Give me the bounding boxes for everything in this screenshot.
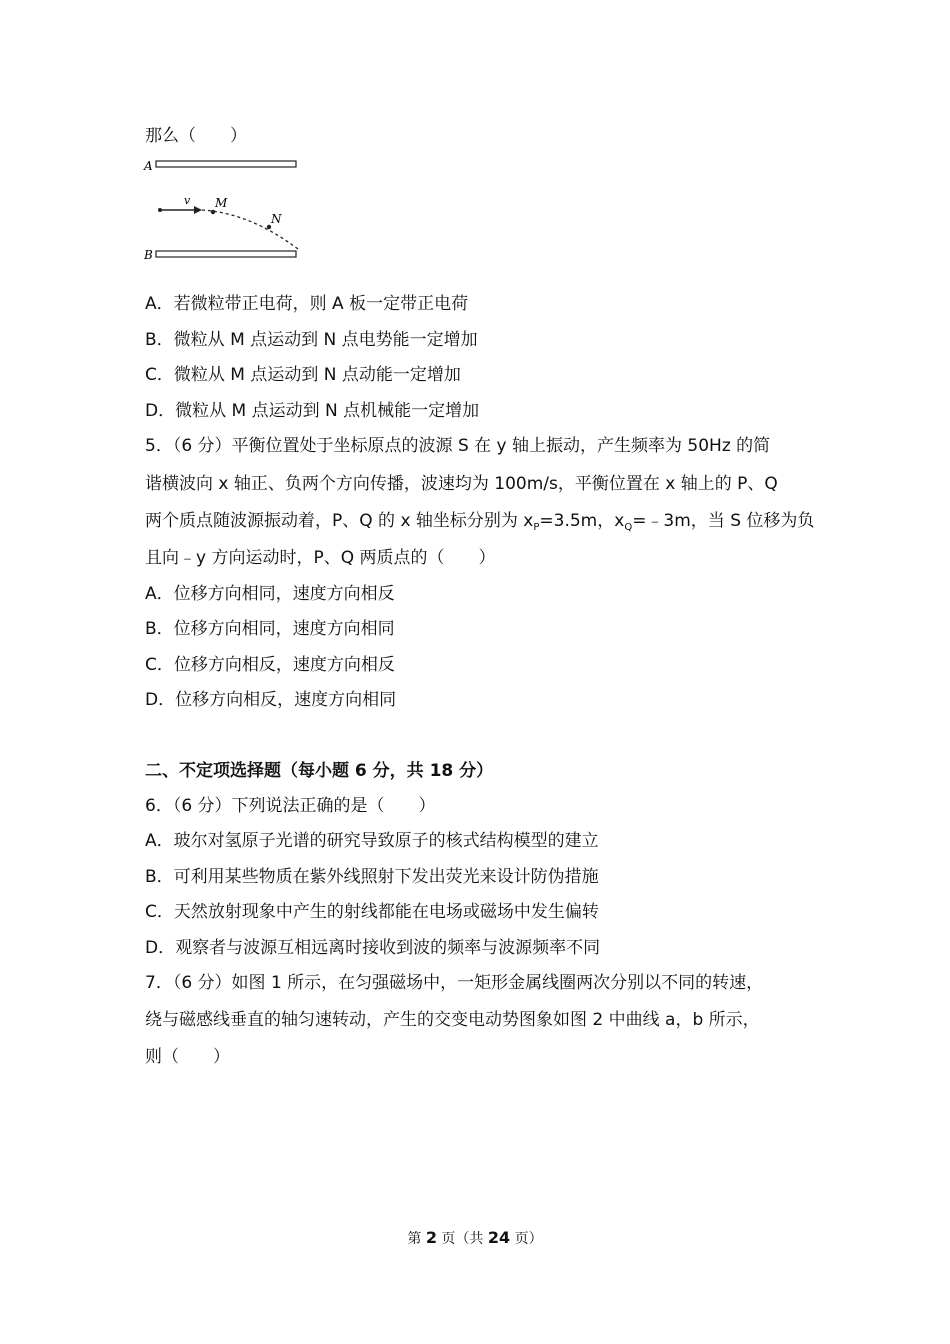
section-2-heading: 二、不定项选择题（每小题 6 分，共 18 分）	[145, 761, 494, 781]
subscript-p: P	[533, 522, 540, 533]
q5-line3-part-c: =﹣3m，当 S 位移为负	[632, 511, 815, 531]
footer-total-pages: 24	[487, 1228, 511, 1247]
q5-stem-line-2: 谐横波向 x 轴正、负两个方向传播，波速均为 100m/s，平衡位置在 x 轴上的 P、Q	[145, 474, 778, 494]
q5-option-c: C．位移方向相反，速度方向相反	[145, 655, 395, 675]
footer-middle: 页（共	[436, 1231, 488, 1247]
q4-option-b: B．微粒从 M 点运动到 N 点电势能一定增加	[145, 330, 478, 350]
q5-option-a: A．位移方向相同，速度方向相反	[145, 584, 395, 604]
point-m	[211, 210, 215, 214]
q7-stem-line-3: 则（ ）	[145, 1047, 230, 1067]
q7-stem-line-1: 7．（6 分）如图 1 所示，在匀强磁场中，一矩形金属线圈两次分别以不同的转速，	[145, 973, 764, 993]
q6-stem: 6．（6 分）下列说法正确的是（ ）	[145, 796, 436, 816]
q6-option-a: A．玻尔对氢原子光谱的研究导致原子的核式结构模型的建立	[145, 831, 599, 851]
q4-option-c: C．微粒从 M 点运动到 N 点动能一定增加	[145, 365, 461, 385]
q5-option-d: D．位移方向相反，速度方向相同	[145, 690, 397, 710]
q7-stem-line-2: 绕与磁感线垂直的轴匀速转动，产生的交变电动势图象如图 2 中曲线 a，b 所示，	[145, 1010, 760, 1030]
q6-option-c: C．天然放射现象中产生的射线都能在电场或磁场中发生偏转	[145, 902, 599, 922]
point-n-label: N	[271, 212, 282, 226]
trajectory-curve	[202, 210, 298, 249]
q5-stem-line-3	[145, 509, 814, 536]
plate-b-label: B	[144, 248, 153, 262]
question-intro: 那么（ ）	[145, 126, 247, 146]
footer-suffix: 页）	[510, 1231, 543, 1247]
q5-line3-part-a: 两个质点随波源振动着，P、Q 的 x 轴坐标分别为 x	[145, 511, 534, 531]
capacitor-figure	[140, 155, 310, 267]
q4-option-a: A．若微粒带正电荷，则 A 板一定带正电荷	[145, 294, 469, 314]
q5-stem-line-4: 且向﹣y 方向运动时，P、Q 两质点的（ ）	[145, 548, 496, 568]
q5-option-b: B．位移方向相同，速度方向相同	[145, 619, 395, 639]
plate-a-label: A	[144, 159, 153, 173]
footer-prefix: 第	[407, 1231, 426, 1247]
q6-option-b: B．可利用某些物质在紫外线照射下发出荧光来设计防伪措施	[145, 867, 599, 887]
velocity-arrowhead	[194, 206, 202, 214]
q5-stem-line-1: 5．（6 分）平衡位置处于坐标原点的波源 S 在 y 轴上振动，产生频率为 50Hz 的简	[145, 436, 771, 456]
velocity-label: v	[184, 194, 191, 207]
point-m-label: M	[215, 196, 228, 210]
footer-page-number: 2	[425, 1228, 437, 1247]
subscript-q: Q	[624, 522, 633, 533]
q5-line3-part-b: =3.5m，x	[539, 511, 625, 531]
plate-b	[156, 251, 296, 257]
q4-option-d: D．微粒从 M 点运动到 N 点机械能一定增加	[145, 401, 480, 421]
plate-a	[156, 161, 296, 167]
q6-option-d: D．观察者与波源互相远离时接收到波的频率与波源频率不同	[145, 938, 601, 958]
page-footer	[0, 1228, 950, 1248]
